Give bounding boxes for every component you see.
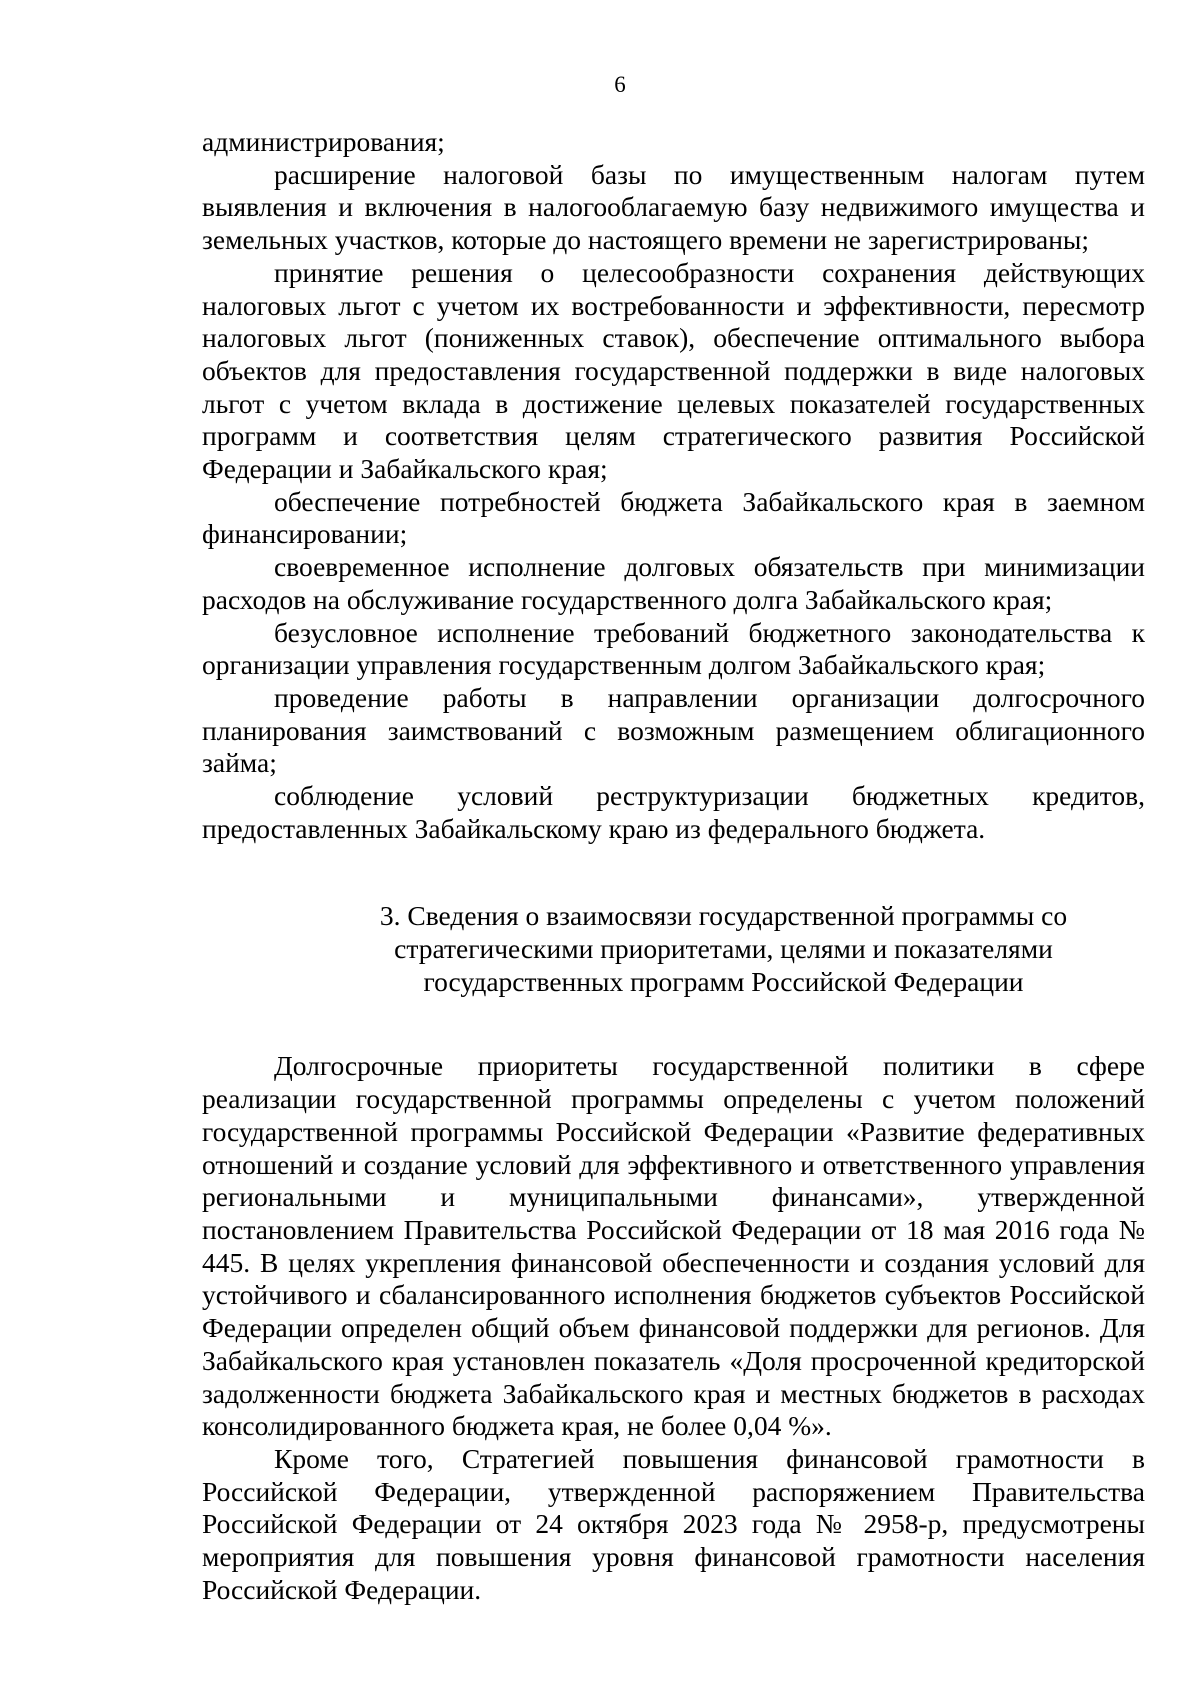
section-heading-line: 3. Сведения о взаимосвязи государственной программы со xyxy=(379,900,1068,932)
page-number: 6 xyxy=(614,72,626,97)
section-heading-line: государственных программ Российской Федерации xyxy=(423,966,1024,998)
paragraph: Долгосрочные приоритеты государственной политики в сфере реализации государственной программы определены с учетом положений государственной программы Российской Федерации «Развитие федеративных отношений и создание условий для эффективного и ответственного управления региональными и муниципальными финансами», утвержденной постановлением Правительства Российской Федерации от 18 мая 2016 года № 445. В целях укрепления финансовой обеспеченности и создания условий для устойчивого и сбалансированного исполнения бюджетов субъектов Российской Федерации определен общий объем финансовой поддержки для регионов. Для Забайкальского края установлен показатель «Доля просроченной кредиторской задолженности бюджета Забайкальского края и местных бюджетов в расходах консолидированного бюджета края, не более 0,04 %». xyxy=(202,1050,1145,1442)
paragraph: администрирования; xyxy=(202,126,445,157)
paragraph: своевременное исполнение долговых обязательств при минимизации расходов на обслуживание государственного долга Забайкальского края; xyxy=(202,551,1145,615)
paragraph: соблюдение условий реструктуризации бюджетных кредитов, предоставленных Забайкальскому краю из федерального бюджета. xyxy=(202,780,1145,844)
paragraph: обеспечение потребностей бюджета Забайкальского края в заемном финансировании; xyxy=(202,485,1145,550)
document-body xyxy=(202,126,1145,1606)
paragraph: проведение работы в направлении организации долгосрочного планирования заимствований с возможным размещением облигационного займа; xyxy=(202,681,1145,779)
paragraph: расширение налоговой базы по имущественным налогам путем выявления и включения в налогооблагаемую базу недвижимого имущества и земельных участков, которые до настоящего времени не зарегистрированы; xyxy=(202,158,1145,256)
section-heading-line: стратегическими приоритетами, целями и показателями xyxy=(394,933,1053,965)
paragraph: принятие решения о целесообразности сохранения действующих налоговых льгот с учетом их востребованности и эффективности, пересмотр налоговых льгот (пониженных ставок), обеспечение оптимального выбора объектов для предоставления государственной поддержки в виде налоговых льгот с учетом вклада в достижение целевых показателей государственных программ и соответствия целям стратегического развития Российской Федерации и Забайкальского края; xyxy=(202,256,1145,485)
paragraph: безусловное исполнение требований бюджетного законодательства к организации управления государственным долгом Забайкальского края; xyxy=(202,616,1145,681)
paragraph: Кроме того, Стратегией повышения финансовой грамотности в Российской Федерации, утвержденной распоряжением Правительства Российской Федерации от 24 октября 2023 года № 2958-р, предусмотрены мероприятия для повышения уровня финансовой грамотности населения Российской Федерации. xyxy=(202,1442,1145,1605)
section-heading xyxy=(202,899,1145,998)
